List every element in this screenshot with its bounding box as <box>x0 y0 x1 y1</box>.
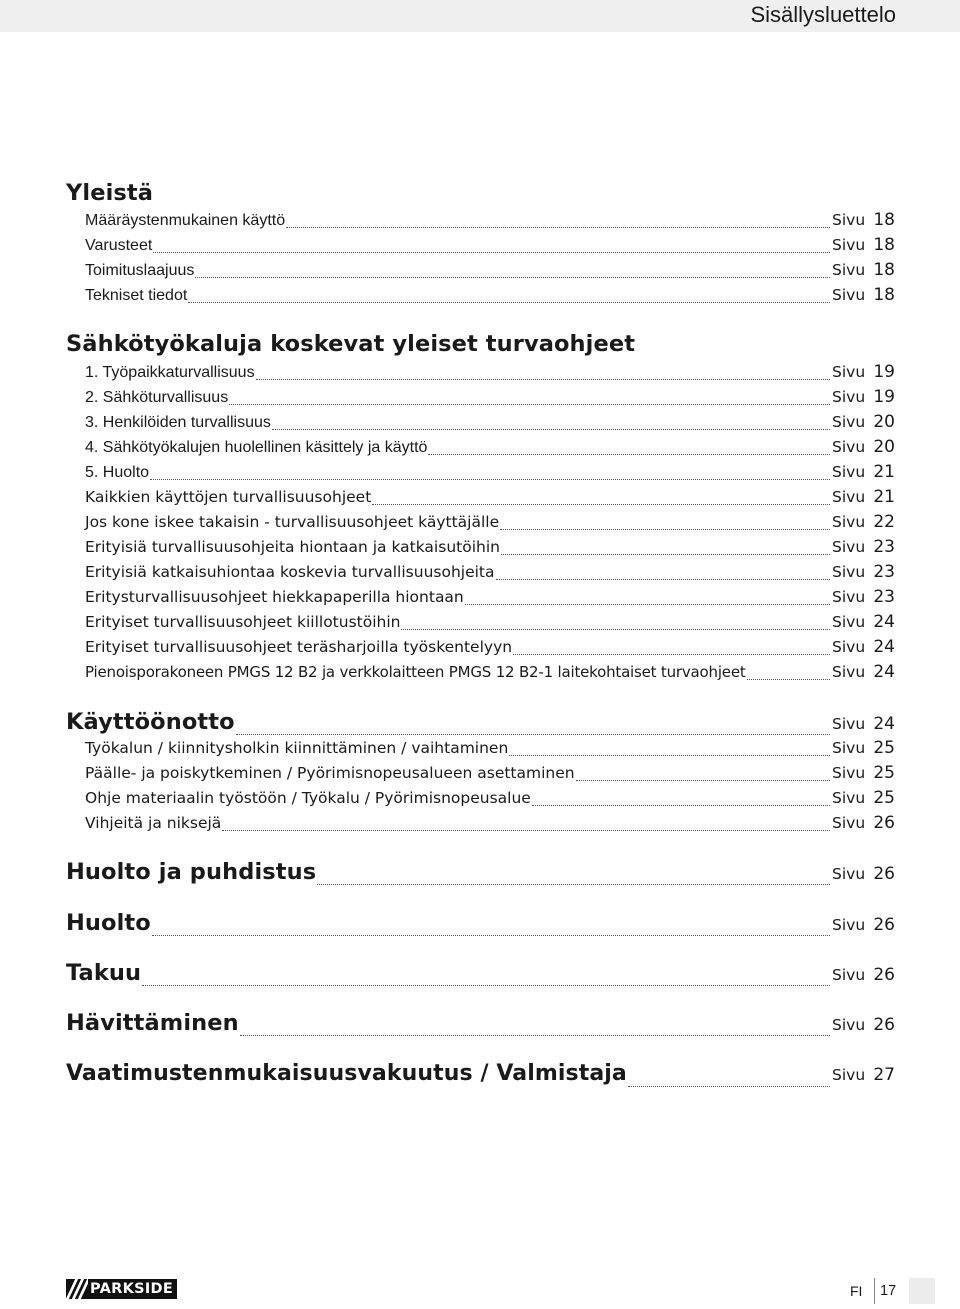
toc-heading-label: Sähkötyökaluja koskevat yleiset turvaohjeet <box>66 331 636 357</box>
page-number: 20 <box>873 437 895 457</box>
toc-entry-label: Ohje materiaalin työstöön / Työkalu / Pyörimisnopeusalue <box>85 789 531 807</box>
toc-entry-label: Jos kone iskee takaisin - turvallisuusohjeet käyttäjälle <box>85 513 500 531</box>
footer-grey-box <box>909 1278 935 1304</box>
leader-dots <box>142 984 830 986</box>
leader-dots <box>240 1034 830 1036</box>
sivu-label: Sivu <box>832 715 866 733</box>
page-number: 19 <box>873 387 895 407</box>
toc-entry[interactable] <box>85 210 895 232</box>
page-number: 21 <box>873 487 895 507</box>
toc-entry[interactable] <box>85 412 895 434</box>
leader-dots <box>372 503 830 505</box>
toc-entry-label: Pienoisporakoneen PMGS 12 B2 ja verkkolaitteen PMGS 12 B2-1 laitekohtaiset turvaohjeet <box>85 663 746 681</box>
leader-dots <box>496 578 830 580</box>
parkside-slashes-logo-icon <box>66 1279 88 1299</box>
page-number: 24 <box>873 662 895 682</box>
sivu-label: Sivu <box>832 538 866 556</box>
toc-heading-label: Yleistä <box>66 180 154 206</box>
toc-entry[interactable] <box>85 362 895 384</box>
sivu-label: Sivu <box>832 739 866 757</box>
page-number: 26 <box>873 813 895 833</box>
page-number: 26 <box>873 864 895 884</box>
leader-dots <box>317 883 830 885</box>
page-number: 26 <box>873 915 895 935</box>
page-number: 26 <box>873 1015 895 1035</box>
sivu-label: Sivu <box>832 916 866 934</box>
leader-dots <box>150 478 830 480</box>
leader-dots <box>532 804 830 806</box>
leader-dots <box>428 453 830 455</box>
page-number: 18 <box>873 235 895 255</box>
page-number: 21 <box>873 462 895 482</box>
page-number: 19 <box>873 362 895 382</box>
sivu-label: Sivu <box>832 588 866 606</box>
leader-dots <box>236 733 830 735</box>
toc-heading-vaatimustenmukaisuusvakuutus[interactable] <box>66 1061 895 1091</box>
toc-entry-label: 3. Henkilöiden turvallisuus <box>85 414 271 431</box>
leader-dots <box>509 754 830 756</box>
sivu-label: Sivu <box>832 463 866 481</box>
toc-entry[interactable] <box>85 462 895 484</box>
toc-entry-label: 4. Sähkötyökalujen huolellinen käsittely ja käyttö <box>85 439 428 456</box>
toc-entry[interactable] <box>85 587 895 609</box>
leader-dots <box>256 378 830 380</box>
page-title: Sisällysluettelo <box>750 2 896 27</box>
leader-dots <box>465 603 830 605</box>
toc-entry[interactable] <box>85 387 895 409</box>
leader-dots <box>501 553 830 555</box>
toc-heading-huolto[interactable] <box>66 910 895 940</box>
toc-entry-label: Erityisiä katkaisuhiontaa koskevia turvallisuusohjeita <box>85 563 495 581</box>
sivu-label: Sivu <box>832 388 866 406</box>
leader-dots <box>401 628 830 630</box>
leader-dots <box>272 428 830 430</box>
leader-dots <box>628 1085 830 1087</box>
sivu-label: Sivu <box>832 1066 866 1084</box>
toc-entry-label: Eritysturvallisuusohjeet hiekkapaperilla hiontaan <box>85 588 464 606</box>
toc-heading-kayttoonotto[interactable] <box>66 709 895 739</box>
toc-entry[interactable] <box>85 437 895 459</box>
sivu-label: Sivu <box>832 814 866 832</box>
toc-entry[interactable] <box>85 813 895 835</box>
sivu-label: Sivu <box>832 261 866 279</box>
leader-dots <box>747 678 830 680</box>
toc-entry[interactable] <box>85 537 895 559</box>
toc-heading-sahkotyokaluja[interactable] <box>66 331 895 357</box>
page-number: 25 <box>873 738 895 758</box>
page-number: 27 <box>873 1065 895 1085</box>
sivu-label: Sivu <box>832 638 866 656</box>
toc-entry-label: 1. Työpaikkaturvallisuus <box>85 364 255 381</box>
toc-entry[interactable] <box>85 738 895 760</box>
page-number: 18 <box>873 210 895 230</box>
toc-entry-label: Kaikkien käyttöjen turvallisuusohjeet <box>85 488 372 506</box>
toc-heading-label: Huolto ja puhdistus <box>66 859 317 885</box>
toc-entry-label: Varusteet <box>85 237 153 254</box>
parkside-logo <box>66 1279 177 1299</box>
toc-entry[interactable] <box>85 612 895 634</box>
page-number: 20 <box>873 412 895 432</box>
toc-heading-yleista[interactable] <box>66 180 895 206</box>
toc-entry[interactable] <box>85 637 895 659</box>
toc-entry[interactable] <box>85 260 895 282</box>
sivu-label: Sivu <box>832 413 866 431</box>
toc-heading-label: Vaatimustenmukaisuusvakuutus / Valmistaja <box>66 1061 627 1086</box>
leader-dots <box>286 226 830 228</box>
sivu-label: Sivu <box>832 488 866 506</box>
leader-dots <box>195 276 830 278</box>
leader-dots <box>500 528 830 530</box>
sivu-label: Sivu <box>832 966 866 984</box>
page-number: 26 <box>873 965 895 985</box>
parkside-logo-text: PARKSIDE <box>88 1279 177 1299</box>
toc-entry-label: Erityiset turvallisuusohjeet teräsharjoilla työskentelyyn <box>85 638 513 656</box>
toc-entry[interactable] <box>85 487 895 509</box>
page-number-footer: 17 <box>880 1283 897 1299</box>
toc-entry[interactable] <box>85 788 895 810</box>
toc-entry[interactable] <box>85 763 895 785</box>
toc-heading-label: Takuu <box>66 960 142 986</box>
leader-dots <box>576 779 830 781</box>
sivu-label: Sivu <box>832 1016 866 1034</box>
toc-entry[interactable] <box>85 285 895 307</box>
toc-entry[interactable] <box>85 512 895 534</box>
page-number: 25 <box>873 763 895 783</box>
footer-divider <box>874 1278 875 1304</box>
leader-dots <box>188 301 830 303</box>
sivu-label: Sivu <box>832 663 866 681</box>
sivu-label: Sivu <box>832 286 866 304</box>
toc-entry-label: Vihjeitä ja niksejä <box>85 814 222 832</box>
toc-heading-label: Hävittäminen <box>66 1010 239 1036</box>
toc-heading-huolto-ja-puhdistus[interactable] <box>66 859 895 889</box>
toc-heading-havittaminen[interactable] <box>66 1010 895 1040</box>
toc-entry-label: Työkalun / kiinnitysholkin kiinnittäminen / vaihtaminen <box>85 739 509 757</box>
toc-entry-label: Tekniset tiedot <box>85 287 188 304</box>
toc-entry-label: Erityisiä turvallisuusohjeita hiontaan ja katkaisutöihin <box>85 538 500 556</box>
page-number: 18 <box>873 260 895 280</box>
sivu-label: Sivu <box>832 438 866 456</box>
sivu-label: Sivu <box>832 789 866 807</box>
leader-dots <box>229 403 830 405</box>
toc-entry-label: Toimituslaajuus <box>85 262 195 279</box>
sivu-label: Sivu <box>832 211 866 229</box>
sivu-label: Sivu <box>832 865 866 883</box>
page-number: 25 <box>873 788 895 808</box>
leader-dots <box>153 251 830 253</box>
page-number: 24 <box>873 612 895 632</box>
toc-entry-label: 2. Sähköturvallisuus <box>85 389 229 406</box>
sivu-label: Sivu <box>832 513 866 531</box>
toc-entry[interactable] <box>85 562 895 584</box>
leader-dots <box>513 653 830 655</box>
toc-entry[interactable] <box>85 235 895 257</box>
page-number: 23 <box>873 587 895 607</box>
page-number: 24 <box>873 637 895 657</box>
sivu-label: Sivu <box>832 563 866 581</box>
toc-entry-label: Erityiset turvallisuusohjeet kiillotustöihin <box>85 613 401 631</box>
sivu-label: Sivu <box>832 363 866 381</box>
language-code: FI <box>850 1283 863 1299</box>
sivu-label: Sivu <box>832 613 866 631</box>
sivu-label: Sivu <box>832 236 866 254</box>
page-number: 18 <box>873 285 895 305</box>
leader-dots <box>152 934 830 936</box>
toc-entry-label: Päälle- ja poiskytkeminen / Pyörimisnopeusalueen asettaminen <box>85 764 575 782</box>
toc-heading-label: Käyttöönotto <box>66 709 235 735</box>
leader-dots <box>222 829 830 831</box>
toc-heading-label: Huolto <box>66 910 151 936</box>
page-number: 22 <box>873 512 895 532</box>
page-number: 24 <box>873 714 895 734</box>
toc-entry-label: Määräystenmukainen käyttö <box>85 212 286 229</box>
toc-heading-takuu[interactable] <box>66 960 895 990</box>
sivu-label: Sivu <box>832 764 866 782</box>
page-number: 23 <box>873 562 895 582</box>
page-number: 23 <box>873 537 895 557</box>
toc-entry[interactable] <box>85 662 895 684</box>
toc-entry-label: 5. Huolto <box>85 464 150 481</box>
